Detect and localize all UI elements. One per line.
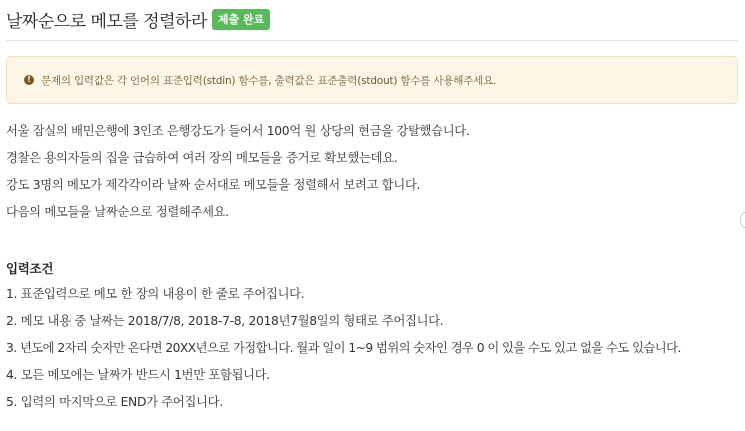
header: [6, 7, 270, 31]
input-conditions-title: 입력조건: [6, 261, 54, 276]
description-line: 서울 잠실의 배민은행에 3인조 은행강도가 들어서 100억 원 상당의 현금을 강탈했습니다.: [6, 124, 470, 138]
notice-box: [6, 56, 738, 104]
condition-item: 4. 모든 메모에는 날짜가 반드시 1번만 포함됩니다.: [6, 368, 270, 382]
description-line: 경찰은 용의자들의 집을 급습하여 여러 장의 메모들을 증거로 확보했는데요.: [6, 151, 398, 165]
page-title: 날짜순으로 메모를 정렬하라: [6, 11, 207, 32]
description-line: 강도 3명의 메모가 제각각이라 날짜 순서대로 메모들을 정렬해서 보려고 합니다.: [6, 178, 421, 192]
input-conditions-list: [6, 285, 741, 420]
notice-text: 문제의 입력값은 각 언어의 표준입력(stdin) 함수를, 출력값은 표준출력(stdout) 함수를 사용해주세요.: [41, 74, 497, 87]
condition-item: 3. 년도에 2자리 숫자만 온다면 20XX년으로 가정합니다. 월과 일이 1~9 범위의 숫자인 경우 0 이 있을 수도 있고 없을 수도 있습니다.: [6, 341, 681, 355]
submitted-badge: 제출 완료: [212, 9, 270, 30]
condition-item: 5. 입력의 마지막으로 END가 주어집니다.: [6, 395, 223, 409]
exclamation-circle-icon: !: [24, 75, 34, 85]
problem-description: [6, 122, 738, 230]
condition-item: 2. 메모 내용 중 날짜는 2018/7/8, 2018-7-8, 2018년7월8일의 형태로 주어집니다.: [6, 314, 444, 328]
scroll-handle[interactable]: [740, 212, 745, 228]
description-line: 다음의 메모들을 날짜순으로 정렬해주세요.: [6, 205, 229, 219]
condition-item: 1. 표준입력으로 메모 한 장의 내용이 한 줄로 주어집니다.: [6, 287, 305, 301]
divider: [6, 40, 738, 41]
